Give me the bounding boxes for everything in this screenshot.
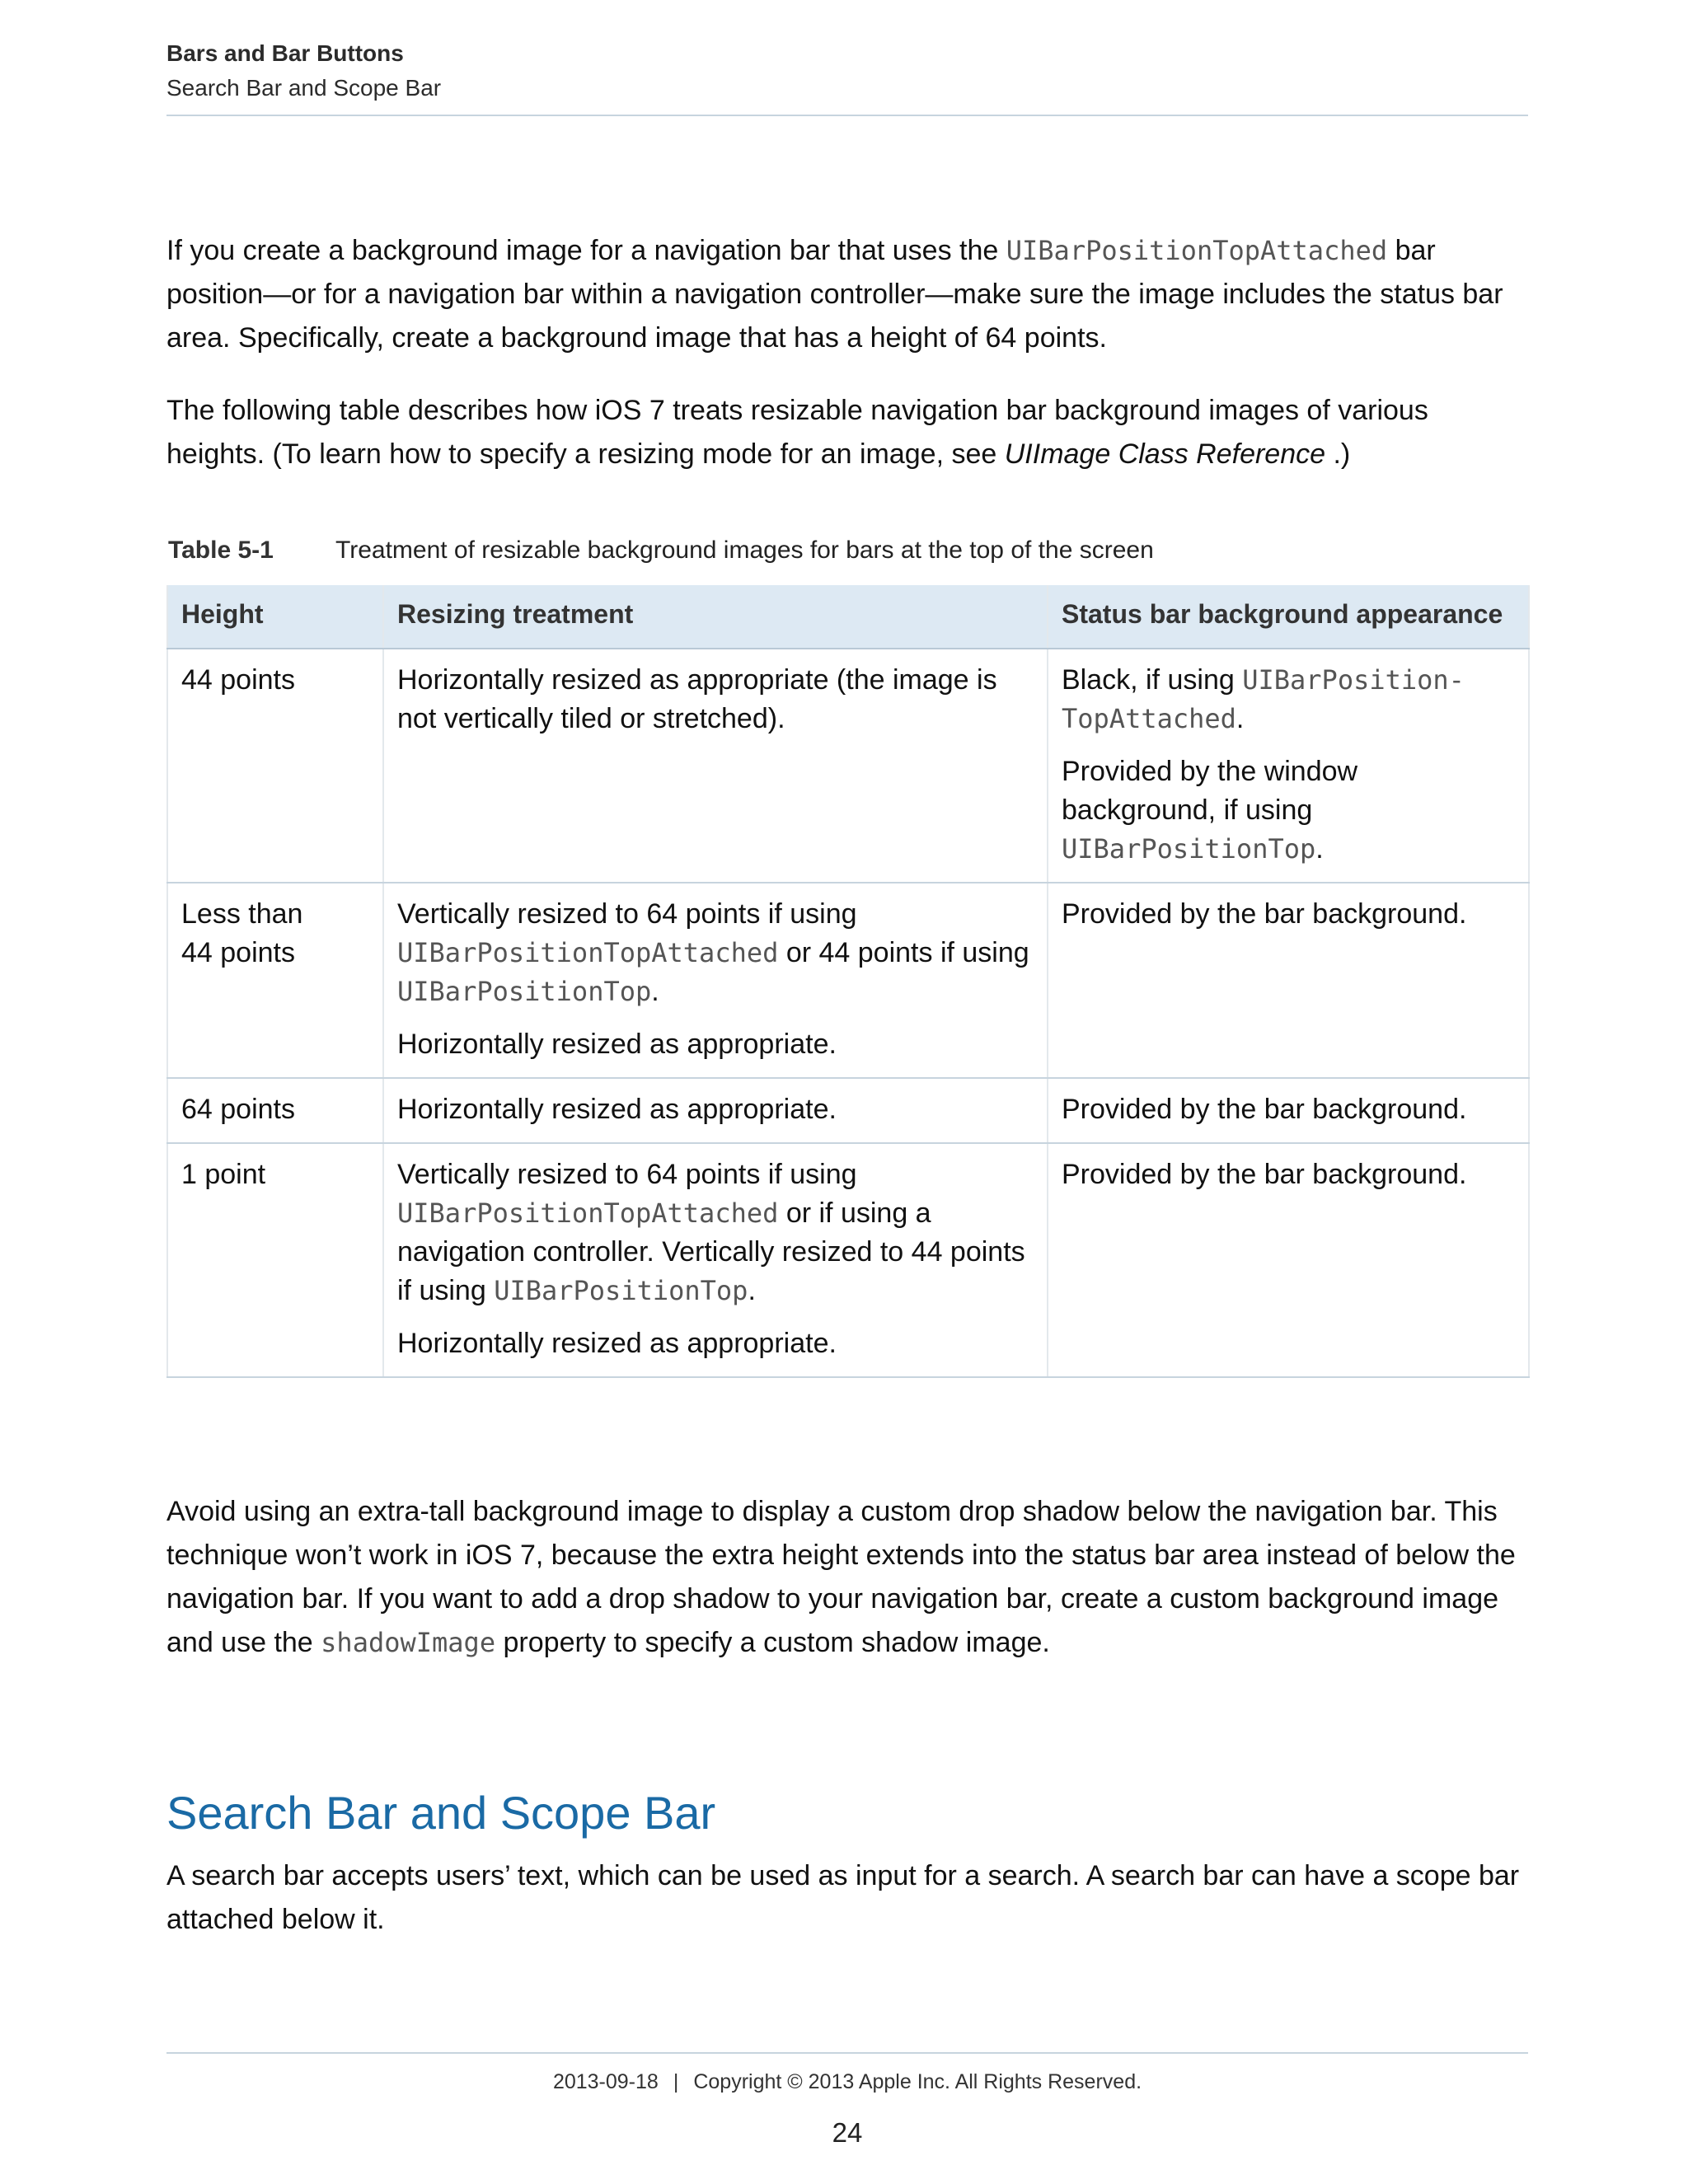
cell-text: or if using a navigation controller. Vertically resized to 44 points if using — [397, 1197, 1025, 1306]
cell-text: . — [1315, 833, 1324, 865]
cell-status — [1048, 1078, 1529, 1143]
cell-paragraph: Horizontally resized as appropriate. — [397, 1328, 837, 1359]
cell-text: . — [748, 1275, 756, 1306]
paragraph-text: If you create a background image for a navigation bar that uses the — [166, 235, 1006, 266]
cell-text: Provided by the window background, if using — [1062, 756, 1358, 826]
column-header-resizing: Resizing treatment — [383, 585, 1048, 649]
code-term: shadowImage — [321, 1627, 496, 1658]
paragraph-drop-shadow — [166, 1490, 1528, 1665]
code-term: UIBarPositionTopAttached — [397, 1197, 779, 1229]
cell-paragraph — [397, 895, 1034, 1011]
footer — [166, 2067, 1528, 2097]
code-term: UIBarPositionTop — [494, 1275, 748, 1306]
running-header — [166, 36, 1528, 105]
paragraph-search-bar: A search bar accepts users’ text, which can be used as input for a search. A search bar can have a scope bar attached below it. — [166, 1860, 1520, 1935]
resizing-treatment-table — [166, 585, 1530, 1378]
cell-text: Vertically resized to 64 points if using — [397, 1159, 857, 1190]
header-divider — [166, 115, 1528, 116]
paragraph-text: Avoid using an extra-tall background image to display a custom drop shadow below the navigation bar. This technique won’t work in iOS 7, because the extra height extends into the status bar area instead of below the navigation bar. If you want to add a drop shadow to your navigation bar, create a custom background image and use the — [166, 1496, 1516, 1658]
table-header-row — [167, 585, 1529, 649]
paragraph-text: bar position—or for a navigation bar within a navigation controller—make sure the image includes the status bar area. Specifically, create a background image that has a height of 64 points. — [166, 235, 1503, 354]
table-caption-text: Treatment of resizable background images for bars at the top of the screen — [335, 537, 1154, 564]
footer-divider — [166, 2052, 1528, 2054]
cell-resizing — [383, 883, 1048, 1078]
paragraph-text: property to specify a custom shadow image. — [495, 1627, 1050, 1658]
header-section-title: Search Bar and Scope Bar — [166, 75, 442, 101]
paragraph-background-image — [166, 229, 1528, 360]
cell-resizing — [383, 649, 1048, 883]
cell-status — [1048, 649, 1529, 883]
cell-height — [167, 883, 383, 1078]
footer-copyright: Copyright © 2013 Apple Inc. All Rights Reserved. — [693, 2070, 1142, 2093]
reference-link[interactable]: UIImage Class Reference — [1004, 438, 1326, 470]
cell-text: . — [651, 976, 659, 1007]
cell-paragraph: Horizontally resized as appropriate. — [397, 1029, 837, 1060]
cell-height: 1 point — [167, 1143, 383, 1377]
cell-paragraph: Provided by the bar background. — [1062, 898, 1467, 930]
column-header-height: Height — [167, 585, 383, 649]
section-heading: Search Bar and Scope Bar — [166, 1787, 716, 1839]
cell-paragraph: Provided by the bar background. — [1062, 1159, 1467, 1190]
table-row — [167, 883, 1529, 1078]
header-chapter-title: Bars and Bar Buttons — [166, 40, 404, 66]
column-header-status-bar: Status bar background appearance — [1048, 585, 1529, 649]
cell-paragraph — [1062, 661, 1515, 738]
code-term: UIBarPositionTopAttached — [1006, 235, 1388, 266]
table-row — [167, 1078, 1529, 1143]
table-row — [167, 1143, 1529, 1377]
footer-date: 2013-09-18 — [552, 2070, 659, 2093]
table-caption — [168, 532, 1528, 569]
paragraph-text: The following table describes how iOS 7 treats resizable navigation bar background images of various heights. (To learn how to specify a resizing mode for an image, see — [166, 395, 1428, 470]
code-term: UIBarPosition‐TopAttached — [1062, 664, 1465, 734]
cell-text: Vertically resized to 64 points if using — [397, 898, 857, 930]
cell-paragraph — [397, 1155, 1034, 1310]
table-row — [167, 649, 1529, 883]
cell-resizing — [383, 1143, 1048, 1377]
cell-text: Black, if using — [1062, 664, 1243, 696]
code-term: UIBarPositionTop — [397, 976, 652, 1007]
paragraph-table-intro — [166, 389, 1528, 476]
code-term: UIBarPositionTopAttached — [397, 937, 779, 968]
cell-paragraph — [1062, 752, 1515, 869]
cell-resizing — [383, 1078, 1048, 1143]
paragraph-text: .) — [1325, 438, 1351, 470]
cell-paragraph: Provided by the bar background. — [1062, 1094, 1467, 1125]
code-term: UIBarPositionTop — [1062, 833, 1316, 865]
cell-paragraph: Horizontally resized as appropriate (the image is not vertically tiled or stretched). — [397, 664, 997, 734]
cell-text: Less than 44 points — [181, 898, 303, 968]
cell-text: or 44 points if using — [778, 937, 1029, 968]
cell-text: . — [1236, 703, 1245, 734]
footer-separator: | — [673, 2070, 679, 2093]
cell-height: 44 points — [167, 649, 383, 883]
cell-height: 64 points — [167, 1078, 383, 1143]
table-number: Table 5-1 — [168, 537, 274, 564]
page-number: 24 — [832, 2117, 863, 2148]
cell-status — [1048, 1143, 1529, 1377]
cell-status — [1048, 883, 1529, 1078]
cell-paragraph: Horizontally resized as appropriate. — [397, 1094, 837, 1125]
